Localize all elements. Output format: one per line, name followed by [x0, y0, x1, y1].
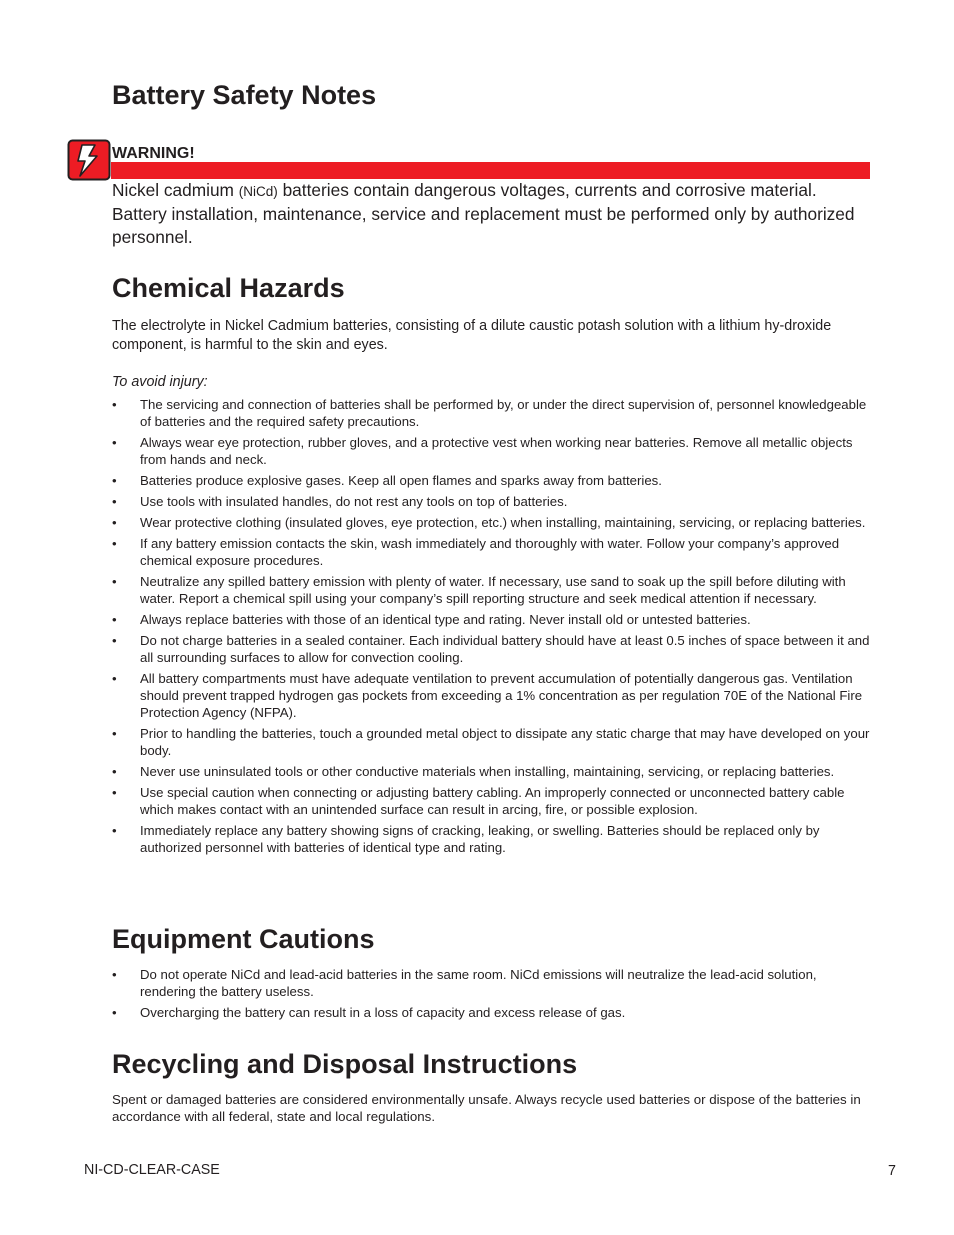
bullet-glyph: • — [112, 671, 117, 686]
bullet-glyph: • — [112, 726, 117, 741]
page-title: Battery Safety Notes — [112, 80, 377, 110]
list-item-text: Always replace batteries with those of an identical type and rating. Never install old or untested batteries. — [140, 612, 751, 627]
list-item — [112, 632, 872, 666]
chemical-hazards-heading: Chemical Hazards — [112, 273, 345, 303]
list-item-text: Do not charge batteries in a sealed container. Each individual battery should have at least 0.5 inches of space between it and all surrounding surfaces to allow for convection cooling. — [140, 633, 870, 665]
list-item — [112, 396, 872, 430]
page-number: 7 — [888, 1163, 896, 1179]
chemical-hazards-intro: The electrolyte in Nickel Cadmium batteries, consisting of a dilute caustic potash solution with a lithium hy-droxide component, is harmful to the skin and eyes. — [112, 318, 832, 353]
list-item-text: If any battery emission contacts the skin, wash immediately and thoroughly with water. Follow your company’s approved chemical exposure procedures. — [140, 536, 840, 568]
bullet-glyph: • — [112, 967, 117, 982]
list-item-text: The servicing and connection of batteries shall be performed by, or under the direct supervision of, personnel knowledgeable of batteries and the required safety precautions. — [140, 397, 867, 429]
list-item-text: Use special caution when connecting or adjusting battery cabling. An improperly connected or unconnected battery cable which makes contact with an unintended surface can result in arcing, fire, or possible explosion. — [140, 785, 845, 817]
list-item — [112, 784, 872, 818]
list-item-text: Use tools with insulated handles, do not rest any tools on top of batteries. — [140, 494, 568, 509]
list-item-text: Prior to handling the batteries, touch a grounded metal object to dissipate any static charge that may have developed on your body. — [140, 726, 870, 758]
bullet-glyph: • — [112, 494, 117, 509]
warning-text — [112, 179, 872, 249]
bullet-glyph: • — [112, 633, 117, 648]
list-item — [112, 535, 872, 569]
avoid-injury-label: To avoid injury: — [112, 374, 208, 390]
warning-text-end: batteries contain dangerous voltages, currents and corrosive material. Battery installation, maintenance, service and replacement must be performed only by authorized personnel. — [112, 180, 855, 247]
warning-bar — [111, 162, 870, 179]
bullet-glyph: • — [112, 536, 117, 551]
recycling-text: Spent or damaged batteries are considered environmentally unsafe. Always recycle used batteries or dispose of the batteries in accordance with all federal, state and local regulations. — [112, 1092, 861, 1124]
electrical-hazard-icon — [67, 139, 111, 181]
list-item-text: Wear protective clothing (insulated gloves, eye protection, etc.) when installing, maintaining, servicing, or replacing batteries. — [140, 515, 866, 530]
list-item — [112, 611, 872, 628]
list-item — [112, 573, 872, 607]
warning-text-start: Nickel cadmium — [112, 180, 239, 200]
bullet-glyph: • — [112, 515, 117, 530]
list-item-text: Immediately replace any battery showing signs of cracking, leaking, or swelling. Batteries should be replaced only by authorized personnel with batteries of identical type and rating. — [140, 823, 820, 855]
bullet-glyph: • — [112, 764, 117, 779]
list-item-text: Do not operate NiCd and lead-acid batteries in the same room. NiCd emissions will neutralize the lead-acid solution, rendering the battery useless. — [140, 967, 817, 999]
list-item-text: All battery compartments must have adequate ventilation to prevent accumulation of potentially dangerous gas. Ventilation should prevent trapped hydrogen gas pockets from exceeding a 1% concentration as per regulation 70E of the National Fire Protection Agency (NFPA). — [140, 671, 863, 720]
nicd-abbreviation: (NiCd) — [238, 184, 278, 199]
list-item-text: Neutralize any spilled battery emission with plenty of water. If necessary, use sand to soak up the spill before diluting with water. Report a chemical spill using your company’s spill reporting structure and seek medical attention if necessary. — [140, 574, 846, 606]
bullet-glyph: • — [112, 574, 117, 589]
list-item — [112, 822, 872, 856]
list-item — [112, 725, 872, 759]
list-item-text: Always wear eye protection, rubber gloves, and a protective vest when working near batteries. Remove all metallic objects from hands and neck. — [140, 435, 853, 467]
equipment-cautions-heading: Equipment Cautions — [112, 924, 375, 954]
bullet-glyph: • — [112, 823, 117, 838]
list-item — [112, 1004, 872, 1021]
chemical-hazards-list — [112, 396, 872, 860]
list-item — [112, 670, 872, 721]
bullet-glyph: • — [112, 785, 117, 800]
bullet-glyph: • — [112, 473, 117, 488]
bullet-glyph: • — [112, 435, 117, 450]
bullet-glyph: • — [112, 612, 117, 627]
list-item — [112, 472, 872, 489]
bullet-glyph: • — [112, 1005, 117, 1020]
list-item-text: Never use uninsulated tools or other conductive materials when installing, maintaining, servicing, or replacing batteries. — [140, 764, 835, 779]
list-item — [112, 966, 872, 1000]
list-item — [112, 493, 872, 510]
equipment-cautions-list — [112, 966, 872, 1025]
footer-document-id: NI-CD-CLEAR-CASE — [84, 1162, 220, 1178]
warning-label: WARNING! — [112, 145, 195, 162]
list-item-text: Batteries produce explosive gases. Keep all open flames and sparks away from batteries. — [140, 473, 662, 488]
bullet-glyph: • — [112, 397, 117, 412]
list-item — [112, 434, 872, 468]
list-item-text: Overcharging the battery can result in a loss of capacity and excess release of gas. — [140, 1005, 626, 1020]
list-item — [112, 763, 872, 780]
recycling-heading: Recycling and Disposal Instructions — [112, 1049, 578, 1079]
list-item — [112, 514, 872, 531]
